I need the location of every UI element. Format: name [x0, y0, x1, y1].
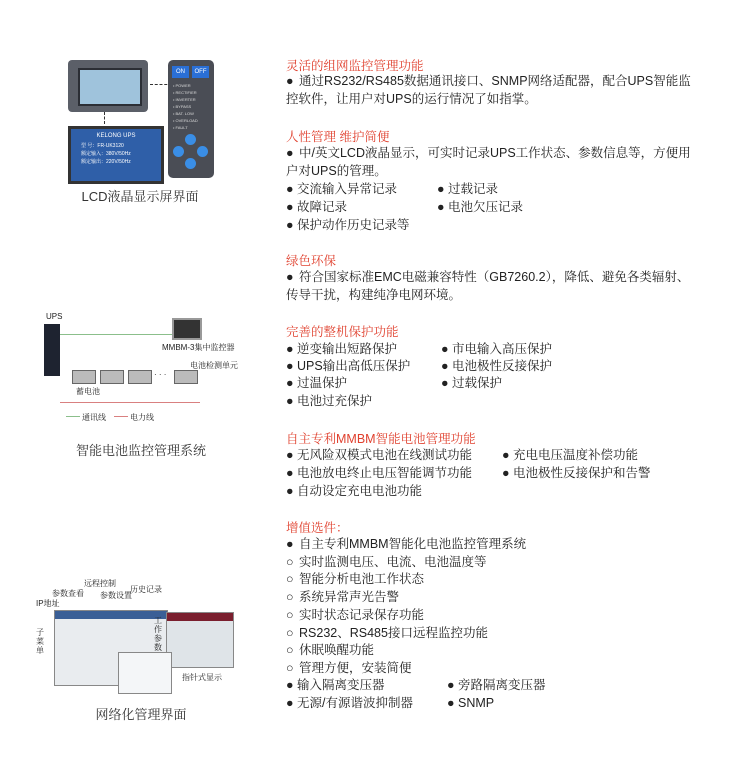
sensor-label: 电池检测单元 [190, 361, 238, 370]
text-line: ● 通过RS232/RS485数据通讯接口、SNMP网络适配器，配合UPS智能监 [286, 74, 691, 88]
label-remote-control: 远程控制 [84, 579, 116, 588]
option-item: ○ 智能分析电池工作状态 [286, 572, 425, 587]
arrow-right-button [197, 146, 208, 157]
list-item: ● 市电输入高压保护 [441, 342, 553, 356]
option-item: ○ RS232、RS485接口远程监控功能 [286, 625, 488, 640]
indicator-label: • OVERLOAD [173, 118, 198, 123]
lcd-caption: LCD液晶显示屏界面 [81, 189, 199, 204]
lcd-screen-enlarged [68, 126, 164, 184]
label-work-params: 工作参数 [154, 616, 162, 652]
software-window-chart [118, 652, 172, 694]
section-title-green: 绿色环保 [286, 254, 337, 268]
arrow-down-button [185, 158, 196, 169]
list-item: ● 过载保护 [441, 376, 503, 390]
list-item: ● 电池放电终止电压智能调节功能 [286, 466, 473, 480]
network-illustration [34, 576, 240, 700]
section-title-maintenance: 人性管理 维护简便 [286, 130, 390, 144]
option-item: ● 自主专利MMBM智能化电池监控管理系统 [286, 537, 527, 551]
indicator-list [173, 82, 213, 131]
battery-caption: 智能电池监控管理系统 [75, 443, 206, 458]
text-line: 户对UPS的管理。 [286, 164, 387, 178]
list-item: ● 电池极性反接保护和告警 [502, 466, 651, 480]
options-list [286, 536, 526, 678]
lcd-screen-lines [81, 142, 161, 166]
list-item: ● 交流输入异常记录 [286, 182, 398, 196]
text-line: 传导干扰，构建纯净电网环境。 [286, 288, 462, 302]
off-button: OFF [192, 66, 209, 78]
list-item: ● 电池欠压记录 [437, 200, 524, 214]
control-panel [168, 60, 214, 178]
option-item: ○ 系统异常声光告警 [286, 590, 400, 605]
indicator-label: • BYPASS [173, 104, 192, 109]
indicator-label: • RECTIFIER [173, 90, 197, 95]
label-submenu: 子菜单 [36, 628, 44, 655]
list-item: ● 输入隔离变压器 [286, 678, 385, 692]
label-history: 历史记录 [130, 585, 162, 594]
dashed-arrow-down-icon [104, 112, 105, 124]
list-item: ● 充电电压温度补偿功能 [502, 448, 639, 462]
lcd-line: 额定输入：380V/50Hz [81, 151, 131, 157]
text-line: ● 符合国家标准EMC电磁兼容特性（GB7260.2），降低、避免各类辐射、 [286, 270, 690, 284]
monitor-label: MMBM-3集中监控器 [162, 343, 235, 352]
network-caption: 网络化管理界面 [95, 707, 187, 722]
list-item: ● 自动设定充电电池功能 [286, 484, 423, 498]
battery-unit-2 [100, 370, 124, 384]
list-item: ● 故障记录 [286, 200, 348, 214]
ups-label: UPS [46, 312, 63, 321]
list-item: ● 保护动作历史记录等 [286, 218, 410, 232]
ups-cabinet [44, 324, 60, 376]
section-title-options: 增值选件： [286, 521, 349, 535]
software-window-gauge [166, 612, 234, 668]
list-item: ● 旁路隔离变压器 [447, 678, 546, 692]
list-item: ● SNMP [447, 696, 495, 710]
comm-line [60, 334, 172, 335]
list-item: ● 逆变输出短路保护 [286, 342, 398, 356]
section-title-mmbm: 自主专利MMBM智能电池管理功能 [286, 432, 476, 446]
label-ip-address: IP地址 [36, 599, 60, 608]
label-param-settings: 参数设置 [100, 591, 132, 600]
lcd-screen-title: KELONG UPS [96, 133, 136, 139]
monitor-device [172, 318, 202, 340]
lcd-line: 额定输出：220V/50Hz [81, 159, 131, 165]
list-item: ● 无源/有源谐波抑制器 [286, 696, 414, 710]
list-item: ● 无风险双模式电池在线测试功能 [286, 448, 473, 462]
option-item: ○ 实时状态记录保存功能 [286, 607, 425, 622]
text-line: 控软件，让用户对UPS的运行情况了如指掌。 [286, 92, 537, 106]
lcd-line: 型 号：FR-UK3120 [81, 143, 124, 149]
small-lcd-screen [78, 68, 142, 106]
on-button: ON [172, 66, 189, 78]
section-title-networking: 灵活的组网监控管理功能 [286, 59, 424, 73]
label-pointer-display: 指针式显示 [182, 673, 222, 682]
indicator-label: • POWER [173, 83, 191, 88]
option-item: ○ 休眠唤醒功能 [286, 643, 375, 658]
list-item: ● 过温保护 [286, 376, 348, 390]
indicator-label: • INVERTER [173, 97, 196, 102]
battery-label: 蓄电池 [76, 387, 100, 396]
legend-power-label: 电力线 [130, 413, 154, 422]
list-item: ● 电池极性反接保护 [441, 359, 553, 373]
indicator-label: • FAULT [173, 125, 188, 130]
section-title-protection: 完善的整机保护功能 [286, 325, 399, 339]
indicator-label: • BAT. LOW [173, 111, 194, 116]
battery-unit-1 [72, 370, 96, 384]
option-item: ○ 实时监测电压、电流、电池温度等 [286, 554, 487, 569]
arrow-up-button [185, 134, 196, 145]
list-item: ● 过载记录 [437, 182, 499, 196]
battery-unit-3 [128, 370, 152, 384]
list-item: ● 电池过充保护 [286, 394, 373, 408]
label-param-view: 参数查看 [52, 589, 84, 598]
power-line [60, 402, 200, 403]
arrow-left-button [173, 146, 184, 157]
legend-comm-label: 通讯线 [82, 413, 106, 422]
ups-front-panel [68, 60, 148, 112]
list-item: ● UPS输出高低压保护 [286, 359, 411, 373]
option-item: ○ 管理方便，安装简便 [286, 660, 412, 675]
text-line: ● 中/英文LCD液晶显示，可实时记录UPS工作状态、参数信息等，方便用 [286, 146, 691, 160]
battery-unit-4 [174, 370, 198, 384]
battery-diagram: UPS MMBM-3集中监控器 · · · 电池检测单元 蓄电池 通讯线 电力线 [46, 312, 238, 422]
